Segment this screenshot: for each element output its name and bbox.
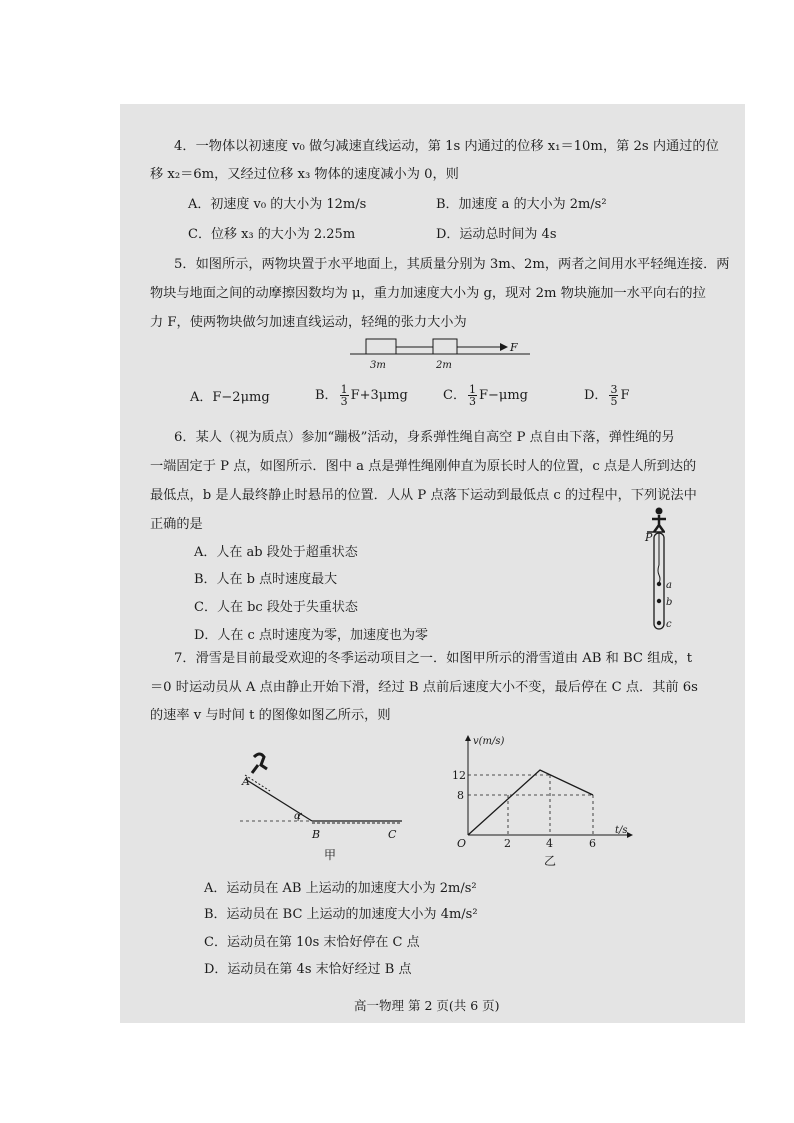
point-a-label: a — [666, 580, 672, 591]
q5-option-a: A．F−2μmg — [190, 390, 270, 405]
q5-option-b: B． $\frac{1}{3}$ F+3μmg — [315, 383, 408, 408]
q4-option-a: A．初速度 v₀ 的大小为 12m/s — [188, 197, 367, 212]
y-axis-arrow — [465, 735, 471, 741]
q7-option-c: C．运动员在第 10s 末恰好停在 C 点 — [204, 935, 420, 950]
q7-line3: 的速率 v 与时间 t 的图像如图乙所示，则 — [150, 708, 391, 723]
block-2m — [433, 339, 457, 354]
point-b-label: b — [666, 597, 673, 608]
page-footer: 高一物理 第 2 页(共 6 页) — [354, 998, 500, 1013]
q6-option-d: D．人在 c 点时速度为零，加速度也为零 — [194, 628, 428, 643]
x-tick-4: 4 — [546, 837, 553, 850]
fraction: $\frac{1}{3}$ — [468, 383, 476, 408]
point-b — [657, 599, 661, 603]
q7-option-a: A．运动员在 AB 上运动的加速度大小为 2m/s² — [204, 881, 477, 896]
jumper-head — [656, 508, 663, 515]
q7-option-d: D．运动员在第 4s 末恰好经过 B 点 — [204, 962, 412, 977]
q7-ski-slope-figure — [230, 745, 430, 865]
point-b-label: B — [312, 828, 321, 841]
block-3m — [366, 339, 396, 354]
y-tick-12: 12 — [452, 769, 466, 782]
q4-option-b: B．加速度 a 的大小为 2m/s² — [436, 197, 607, 212]
jumper-icon — [652, 515, 666, 532]
q5-option-d: D． $\frac{3}{5}$ F — [584, 383, 630, 408]
force-arrow — [500, 343, 508, 351]
q4-option-d: D．运动总时间为 4s — [436, 227, 557, 242]
fraction: $\frac{3}{5}$ — [610, 383, 618, 408]
q5-option-c: C． $\frac{1}{3}$ F−μmg — [443, 383, 528, 408]
slope-ab — [245, 779, 312, 821]
q5-line3: 力 F，使两物块做匀加速直线运动，轻绳的张力大小为 — [150, 315, 467, 330]
force-label: F — [510, 341, 518, 354]
y-axis-label: v(m/s) — [473, 736, 505, 747]
velocity-line — [468, 770, 593, 835]
x-axis-label: t/s — [615, 825, 628, 836]
q7-option-b: B．运动员在 BC 上运动的加速度大小为 4m/s² — [204, 907, 478, 922]
q4-line2: 移 x₂＝6m，又经过位移 x₃ 物体的速度减小为 0，则 — [150, 167, 459, 182]
x-tick-2: 2 — [504, 837, 511, 850]
point-a — [657, 582, 661, 586]
q5-line2: 物块与地面之间的动摩擦因数均为 μ，重力加速度大小为 g，现对 2m 物块施加一水平向右的拉 — [150, 286, 706, 301]
q5-line1: 5．如图所示，两物块置于水平地面上，其质量分别为 3m、2m，两者之间用水平轻绳连接．两 — [174, 257, 730, 272]
figure-jia-caption: 甲 — [324, 848, 337, 862]
q6-bungee-figure — [640, 505, 680, 640]
y-tick-8: 8 — [457, 789, 464, 802]
q5-blocks-figure — [350, 334, 530, 380]
q6-option-b: B．人在 b 点时速度最大 — [194, 572, 338, 587]
point-c-label: c — [666, 619, 672, 630]
q7-line1: 7．滑雪是目前最受欢迎的冬季运动项目之一．如图甲所示的滑雪道由 AB 和 BC 组成，t — [174, 651, 693, 666]
angle-alpha-label: α — [294, 811, 301, 822]
block-3m-label: 3m — [370, 360, 386, 371]
origin-label: O — [457, 837, 467, 850]
q4-line1: 4．一物体以初速度 v₀ 做匀减速直线运动，第 1s 内通过的位移 x₁＝10m，第 2s 内通过的位 — [174, 139, 719, 154]
q7-line2: ＝0 时运动员从 A 点由静止开始下滑，经过 B 点前后速度大小不变，最后停在 C 点．其前 6s — [150, 680, 698, 695]
x-tick-6: 6 — [589, 837, 596, 850]
q6-option-c: C．人在 bc 段处于失重状态 — [194, 600, 358, 615]
point-p-label: P — [645, 531, 653, 544]
q6-line4: 正确的是 — [150, 517, 203, 532]
point-c — [657, 621, 661, 625]
block-2m-label: 2m — [436, 360, 452, 371]
q6-line3: 最低点，b 是人最终静止时悬吊的位置．人从 P 点落下运动到最低点 c 的过程中，下列说法中 — [150, 488, 697, 503]
rope — [658, 532, 660, 583]
x-axis-arrow — [627, 832, 633, 838]
q6-option-a: A．人在 ab 段处于超重状态 — [194, 545, 358, 560]
q7-vt-graph — [452, 735, 635, 870]
q6-line2: 一端固定于 P 点，如图所示．图中 a 点是弹性绳刚伸直为原长时人的位置，c 点是人所到达的 — [150, 459, 697, 474]
figure-yi-caption: 乙 — [544, 854, 557, 868]
point-c-label: C — [388, 828, 397, 841]
fraction: $\frac{1}{3}$ — [340, 383, 348, 408]
q6-line1: 6．某人（视为质点）参加“蹦极”活动，身系弹性绳自高空 P 点自由下落，弹性绳的另 — [174, 430, 675, 445]
q4-option-c: C．位移 x₃ 的大小为 2.25m — [188, 227, 356, 242]
skier-icon — [252, 754, 267, 773]
point-a-label: A — [242, 775, 250, 788]
